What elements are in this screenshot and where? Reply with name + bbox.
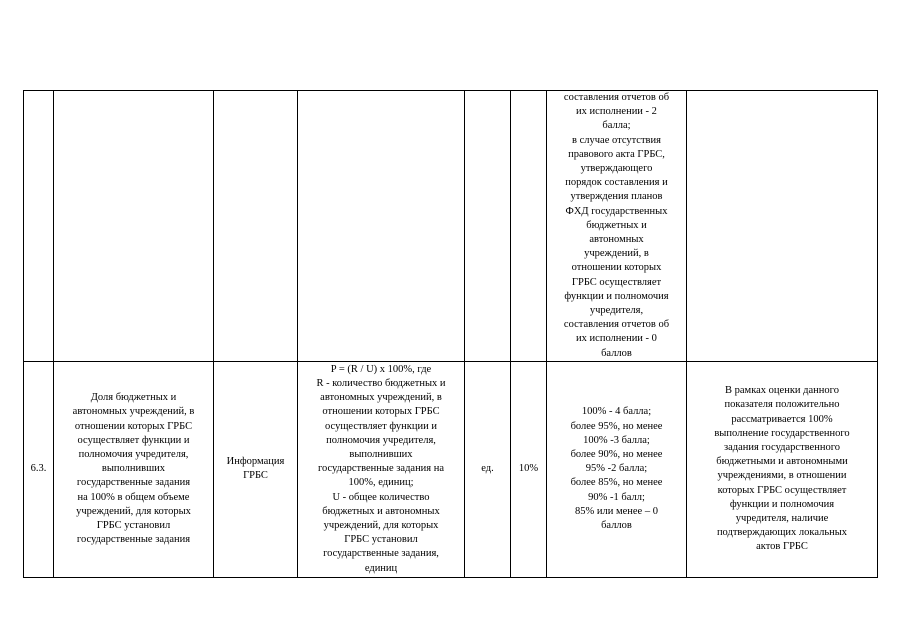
row-number: 6.3. <box>30 463 47 475</box>
formula-cell <box>298 91 465 362</box>
unit-cell <box>465 91 511 362</box>
indicator-name: Доля бюджетных и автономных учреждений, в отношении которых ГРБС осуществляет функции и полномочия учредителя, выполнивших государственные задания на 100% в общем объеме учреждений, для которых ГРБС установил государственные задания <box>72 392 195 546</box>
source-cell <box>214 91 298 362</box>
indicator-table <box>23 90 878 578</box>
scoring-text: 100% - 4 балла; более 95%, но менее 100% -3 балла; более 90%, но менее 95% -2 балла; более 85%, но менее 90% -1 балл; 85% или менее – 0 баллов <box>570 406 663 532</box>
formula-text: P = (R / U) x 100%, где R - количество бюджетных и автономных учреждений, в отношении которых ГРБС осуществляет функции и полномочия учредителя, выполнивших государственные задания на 100%, единиц; U - общее количество бюджетных и автономных учреждений, для которых ГРБС установил государственные задания, единиц <box>316 363 446 574</box>
weight-text: 10% <box>518 463 539 475</box>
row-number-cell <box>24 91 54 362</box>
comment-cell <box>687 91 878 362</box>
weight-cell <box>511 361 547 577</box>
comment-cell <box>687 361 878 577</box>
scoring-cell <box>547 361 687 577</box>
row-number-cell <box>24 361 54 577</box>
data-source: Информация ГРБС <box>226 456 285 482</box>
scoring-text: составления отчетов об их исполнении - 2 балла; в случае отсутствия правового акта ГРБС, утверждающего порядок составления и утверждения планов ФХД государственных бюджетных и автономных учреждений, в отношении которых ГРБС осуществляет функции и полномочия учредителя, составления отчетов об их исполнении - 0 баллов <box>563 92 670 359</box>
weight-cell <box>511 91 547 362</box>
unit-text: ед. <box>481 463 494 475</box>
indicator-cell <box>54 361 214 577</box>
source-cell <box>214 361 298 577</box>
comment-text: В рамках оценки данного показателя положительно рассматривается 100% выполнение государственного задания государственного бюджетными и автономными учреждениями, в отношении которых ГРБС осуществляет функции и полномочия учредителя, наличие подтверждающих локальных актов ГРБС <box>714 385 850 553</box>
table-row <box>24 361 878 577</box>
formula-cell <box>298 361 465 577</box>
table-row <box>24 91 878 362</box>
indicator-cell <box>54 91 214 362</box>
scoring-cell <box>547 91 687 362</box>
unit-cell <box>465 361 511 577</box>
